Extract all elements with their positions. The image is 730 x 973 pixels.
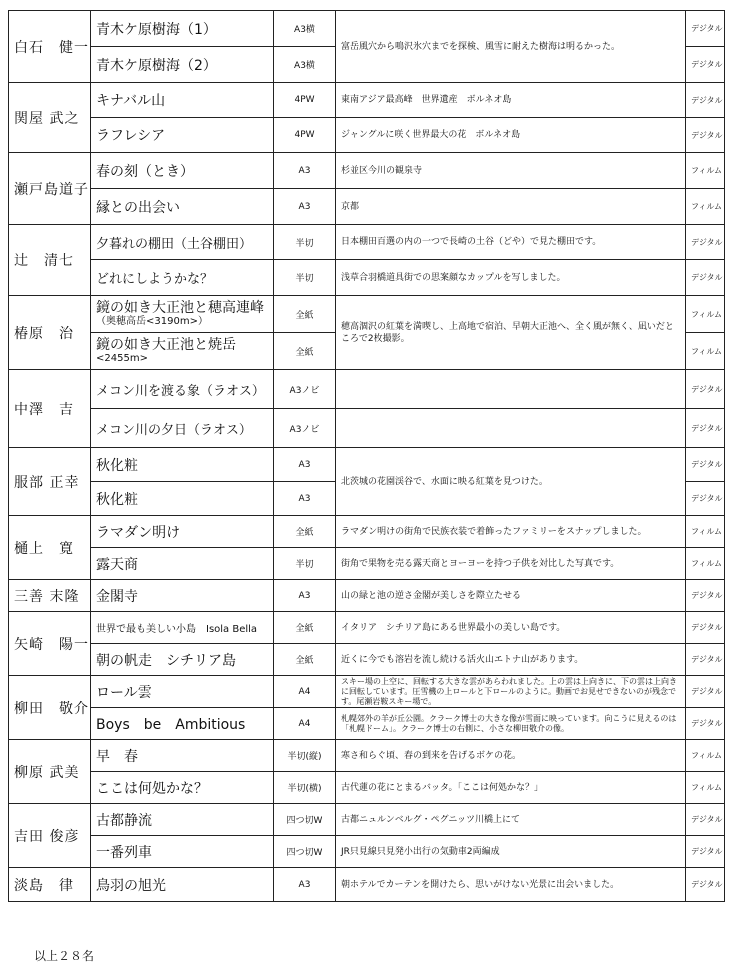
print-size: 四つ切W bbox=[274, 836, 336, 868]
entry-row bbox=[9, 225, 725, 260]
print-size: 半切(横) bbox=[274, 772, 336, 804]
media-type: フィルム bbox=[686, 189, 725, 225]
photo-title-main: 鏡の如き大正池と穂高連峰 bbox=[96, 300, 264, 316]
print-size: 全紙 bbox=[274, 333, 336, 370]
media-type: フィルム bbox=[686, 516, 725, 548]
photo-title-sub: （奥穂高岳<3190m>） bbox=[96, 316, 208, 327]
photographer-name: 吉田 俊彦 bbox=[9, 804, 91, 868]
print-size: A3 bbox=[274, 580, 336, 612]
photo-description: JR只見線只見発小出行の気動車2両編成 bbox=[336, 836, 686, 868]
media-type: デジタル bbox=[686, 804, 725, 836]
photo-description: 北茨城の花園渓谷で、水面に映る紅葉を見つけた。 bbox=[336, 448, 686, 516]
media-type: デジタル bbox=[686, 644, 725, 676]
photo-title: 夕暮れの棚田（土谷棚田） bbox=[91, 225, 274, 260]
photo-title: ラマダン明け bbox=[91, 516, 274, 548]
photographer-name: 椿原 治 bbox=[9, 296, 91, 370]
print-size: 全紙 bbox=[274, 644, 336, 676]
entry-row bbox=[9, 448, 725, 482]
photo-title-main: 鏡の如き大正池と焼岳 bbox=[96, 337, 236, 353]
media-type: デジタル bbox=[686, 836, 725, 868]
photo-title bbox=[91, 296, 274, 333]
photo-description: 日本棚田百選の内の一つで長崎の土谷（どや）で見た棚田です。 bbox=[336, 225, 686, 260]
media-type: デジタル bbox=[686, 47, 725, 83]
print-size: A3 bbox=[274, 868, 336, 902]
media-type: デジタル bbox=[686, 868, 725, 902]
print-size: 半切 bbox=[274, 225, 336, 260]
media-type: フィルム bbox=[686, 740, 725, 772]
print-size: 半切(縦) bbox=[274, 740, 336, 772]
photo-title: 古都静流 bbox=[91, 804, 274, 836]
media-type: デジタル bbox=[686, 225, 725, 260]
print-size: 四つ切W bbox=[274, 804, 336, 836]
entry-row bbox=[9, 83, 725, 118]
entry-row bbox=[9, 370, 725, 409]
photographer-name: 三善 末隆 bbox=[9, 580, 91, 612]
photo-title: 世界で最も美しい小島 Isola Bella bbox=[91, 612, 274, 644]
photo-description: 浅草合羽橋道具街での思案顔なカップルを写しました。 bbox=[336, 260, 686, 296]
photo-description: イタリア シチリア島にある世界最小の美しい島です。 bbox=[336, 612, 686, 644]
photo-title bbox=[91, 333, 274, 370]
photo-title: 秋化粧 bbox=[91, 448, 274, 482]
media-type: デジタル bbox=[686, 118, 725, 153]
photographer-name: 服部 正幸 bbox=[9, 448, 91, 516]
print-size: A3横 bbox=[274, 47, 336, 83]
photo-description: 寒さ和らぐ頃、春の到来を告げるボケの花。 bbox=[336, 740, 686, 772]
photo-title: メコン川の夕日（ラオス） bbox=[91, 409, 274, 448]
media-type: デジタル bbox=[686, 448, 725, 482]
photo-description: 杉並区今川の観泉寺 bbox=[336, 153, 686, 189]
photo-title: Boys be Ambitious bbox=[91, 708, 274, 740]
entry-row bbox=[9, 153, 725, 189]
photographer-name: 矢崎 陽一 bbox=[9, 612, 91, 676]
photo-title: 露天商 bbox=[91, 548, 274, 580]
entry-row bbox=[9, 580, 725, 612]
photo-title: 縁との出会い bbox=[91, 189, 274, 225]
print-size: 半切 bbox=[274, 548, 336, 580]
print-size: 全紙 bbox=[274, 296, 336, 333]
photo-description: ジャングルに咲く世界最大の花 ボルネオ島 bbox=[336, 118, 686, 153]
print-size: A3 bbox=[274, 448, 336, 482]
photo-description: 京都 bbox=[336, 189, 686, 225]
print-size: 全紙 bbox=[274, 612, 336, 644]
entry-table bbox=[8, 10, 725, 902]
entry-row bbox=[9, 11, 725, 47]
print-size: A3 bbox=[274, 189, 336, 225]
entry-row bbox=[9, 708, 725, 740]
photo-title: 早 春 bbox=[91, 740, 274, 772]
photo-title: ロール雲 bbox=[91, 676, 274, 708]
photo-title: 青木ケ原樹海（1） bbox=[91, 11, 274, 47]
media-type: デジタル bbox=[686, 708, 725, 740]
photo-description bbox=[336, 370, 686, 409]
photo-title: 春の刻（とき） bbox=[91, 153, 274, 189]
entry-row bbox=[9, 836, 725, 868]
photographer-name: 関屋 武之 bbox=[9, 83, 91, 153]
photo-title: 金閣寺 bbox=[91, 580, 274, 612]
media-type: フィルム bbox=[686, 296, 725, 333]
photographer-name: 辻 清七 bbox=[9, 225, 91, 296]
entry-row bbox=[9, 296, 725, 333]
entry-row bbox=[9, 868, 725, 902]
media-type: デジタル bbox=[686, 676, 725, 708]
photo-description: 札幌郊外の羊が丘公園。クラーク博士の大きな像が雪面に映っています。向こうに見えるのは「札幌ドーム」。クラーク博士の右側に、小さな柳田敬介の像。 bbox=[336, 708, 686, 740]
photographer-name: 中澤 吉 bbox=[9, 370, 91, 448]
entry-row bbox=[9, 260, 725, 296]
photo-title: ラフレシア bbox=[91, 118, 274, 153]
photo-title: 一番列車 bbox=[91, 836, 274, 868]
photo-title: 朝の帆走 シチリア島 bbox=[91, 644, 274, 676]
photo-description: 富岳風穴から鳴沢氷穴までを探検、風雪に耐えた樹海は明るかった。 bbox=[336, 11, 686, 83]
photographer-name: 樋上 寛 bbox=[9, 516, 91, 580]
media-type: デジタル bbox=[686, 260, 725, 296]
print-size: 全紙 bbox=[274, 516, 336, 548]
entry-row bbox=[9, 516, 725, 548]
media-type: フィルム bbox=[686, 333, 725, 370]
photo-description: 穂高涸沢の紅葉を満喫し、上高地で宿泊、早朝大正池へ、全く風が無く、凪いだところで2枚撮影。 bbox=[336, 296, 686, 370]
print-size: A3ノビ bbox=[274, 409, 336, 448]
photo-description bbox=[336, 409, 686, 448]
print-size: 4PW bbox=[274, 83, 336, 118]
media-type: デジタル bbox=[686, 370, 725, 409]
entry-row bbox=[9, 612, 725, 644]
entry-row bbox=[9, 409, 725, 448]
media-type: デジタル bbox=[686, 409, 725, 448]
photo-description: 古都ニュルンベルグ・ペグニッツ川橋上にて bbox=[336, 804, 686, 836]
footer-total: 以上２８名 bbox=[34, 949, 95, 963]
photo-title: キナバル山 bbox=[91, 83, 274, 118]
photographer-name: 柳原 武美 bbox=[9, 740, 91, 804]
photo-title: ここは何処かな？ bbox=[91, 772, 274, 804]
print-size: A3横 bbox=[274, 11, 336, 47]
entry-row bbox=[9, 189, 725, 225]
media-type: デジタル bbox=[686, 83, 725, 118]
photo-description: 朝ホテルでカーテンを開けたら、思いがけない光景に出会いました。 bbox=[336, 868, 686, 902]
photo-title: 秋化粧 bbox=[91, 482, 274, 516]
media-type: フィルム bbox=[686, 548, 725, 580]
entry-row bbox=[9, 644, 725, 676]
photographer-name: 白石 健一 bbox=[9, 11, 91, 83]
photo-description: ラマダン明けの街角で民族衣装で着飾ったファミリーをスナップしました。 bbox=[336, 516, 686, 548]
print-size: A3 bbox=[274, 482, 336, 516]
media-type: デジタル bbox=[686, 612, 725, 644]
print-size: A4 bbox=[274, 676, 336, 708]
print-size: 4PW bbox=[274, 118, 336, 153]
print-size: A4 bbox=[274, 708, 336, 740]
entry-row bbox=[9, 804, 725, 836]
photo-description: 東南アジア最高峰 世界遺産 ボルネオ島 bbox=[336, 83, 686, 118]
photo-description: 山の緑と池の逆さ金閣が美しさを際立たせる bbox=[336, 580, 686, 612]
photo-title: どれにしようかな？ bbox=[91, 260, 274, 296]
media-type: デジタル bbox=[686, 580, 725, 612]
photo-title: 鳥羽の旭光 bbox=[91, 868, 274, 902]
photo-description: 街角で果物を売る露天商とヨーヨーを持つ子供を対比した写真です。 bbox=[336, 548, 686, 580]
print-size: 半切 bbox=[274, 260, 336, 296]
entry-row bbox=[9, 772, 725, 804]
photo-title-sub: <2455m> bbox=[96, 353, 148, 364]
photo-title: 青木ケ原樹海（2） bbox=[91, 47, 274, 83]
entry-table-body bbox=[9, 11, 725, 902]
photo-title: メコン川を渡る象（ラオス） bbox=[91, 370, 274, 409]
media-type: フィルム bbox=[686, 153, 725, 189]
media-type: デジタル bbox=[686, 482, 725, 516]
media-type: デジタル bbox=[686, 11, 725, 47]
entry-row bbox=[9, 676, 725, 708]
entry-row bbox=[9, 118, 725, 153]
photographer-name: 瀬戸島道子 bbox=[9, 153, 91, 225]
photo-description: 近くに今でも溶岩を流し続ける活火山エトナ山があります。 bbox=[336, 644, 686, 676]
entry-row bbox=[9, 548, 725, 580]
media-type: フィルム bbox=[686, 772, 725, 804]
print-size: A3 bbox=[274, 153, 336, 189]
photographer-name: 柳田 敬介 bbox=[9, 676, 91, 740]
photo-description: スキー場の上空に、回転する大きな雲があらわれました。上の雲は上向きに、下の雲は上向きに回転しています。圧雪機の上ロールと下ロールのように。動画でお見せできないのが残念です。尾瀬岩鞍スキー場で。 bbox=[336, 676, 686, 708]
print-size: A3ノビ bbox=[274, 370, 336, 409]
entry-row bbox=[9, 740, 725, 772]
photographer-name: 淡島 律 bbox=[9, 868, 91, 902]
photo-description: 古代蓮の花にとまるバッタ。「ここは何処かな？」 bbox=[336, 772, 686, 804]
